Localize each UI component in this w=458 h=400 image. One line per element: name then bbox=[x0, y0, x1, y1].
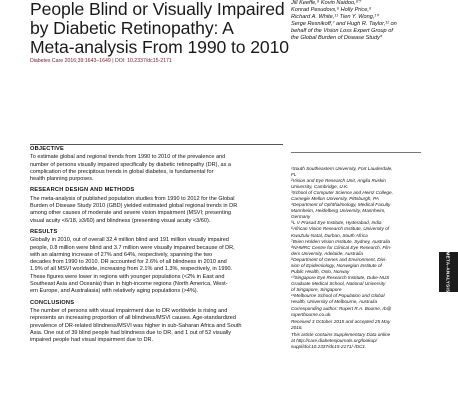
methods-heading: RESEARCH DESIGN AND METHODS bbox=[30, 187, 135, 194]
affiliation-line: Carnegie Mellon University, Pittsburgh, PA bbox=[291, 196, 379, 202]
affiliation-line: ⁵L V Prasad Eye Institute, Hyderabad, India bbox=[291, 220, 382, 226]
text-line: ern Europe, and Australasia) with relatively aging populations (>4%). bbox=[30, 288, 199, 295]
received-date-line: Received 3 October 2015 and accepted 25 May bbox=[291, 319, 391, 325]
affiliation-line: FL bbox=[291, 172, 297, 178]
author-line: the Global Burden of Disease Study* bbox=[291, 35, 383, 42]
page-margin bbox=[431, 0, 458, 400]
text-line: prevalence of DR-related blindness/MSVI was higher in sub-Saharan Africa and South bbox=[30, 322, 242, 329]
text-line: These figures were lower in regions with younger populations (<2% in East and bbox=[30, 273, 225, 280]
affiliation-line: ⁷Brien Holden Vision Institute, Sydney, Australia bbox=[291, 238, 391, 244]
affiliation-line: ⁶African Vision Research Institute, University of bbox=[291, 226, 389, 232]
supplementary-line[interactable]: at http://care.diabetesjournals.org/lookup/ bbox=[291, 338, 377, 344]
affiliation-line: Germany bbox=[291, 214, 311, 220]
section-tab-label-wrap bbox=[441, 250, 455, 294]
section-divider bbox=[30, 144, 283, 145]
methods-text bbox=[30, 196, 285, 225]
article-title bbox=[30, 0, 292, 56]
objective-heading: OBJECTIVE bbox=[30, 146, 65, 152]
affiliation-line: Health, University of Melbourne, Australia bbox=[291, 299, 378, 305]
author-list bbox=[291, 0, 421, 43]
affiliation-line: ²Vision and Eye Research Unit, Anglia Ruskin bbox=[291, 178, 386, 184]
text-line: impaired people had visual impairment due to DR. bbox=[30, 337, 154, 344]
author-line: Serge Resnikoff,⁷ and Hugh R. Taylor,¹² on bbox=[291, 21, 397, 28]
affiliation-line: ¹South Southeastern University, Fort Lauderdale, bbox=[291, 166, 393, 171]
conclusions-heading: CONCLUSIONS bbox=[30, 299, 75, 306]
section-tab-label: META-ANALYSIS bbox=[445, 251, 451, 293]
affiliation-line: Mannheim, Heidelberg University, Mannheim, bbox=[291, 208, 386, 214]
conclusions-text bbox=[30, 308, 285, 344]
text-line: health planning purposes. bbox=[30, 176, 94, 183]
text-line: decades from 1990 to 2010. DR accounted for 2.6% of all blindness in 2010 and bbox=[30, 259, 227, 266]
author-line: Jill Keeffe,⁹ Kovin Naidoo,⁶ʼ⁷ bbox=[291, 0, 362, 6]
text-line: people, 0.8 million were blind and 3.7 million were visually impaired because of DR, bbox=[30, 244, 235, 251]
text-line: The meta-analysis of published population studies from 1990 to 2012 for the Global bbox=[30, 195, 235, 202]
title-line: Meta-analysis From 1990 to 2010 bbox=[30, 36, 289, 57]
title-line: People Blind or Visually Impaired bbox=[30, 0, 285, 19]
affiliation-line: of Singapore, Singapore bbox=[291, 286, 342, 292]
affiliation-line: Graduate Medical School, National University bbox=[291, 280, 386, 286]
affiliation-line: Public Health, Oslo, Norway bbox=[291, 268, 350, 274]
text-line: Burden of Disease Study 2010 (GBD) yielded estimated global regional trends in DR bbox=[30, 203, 238, 210]
text-line: To estimate global and regional trends from 1990 to 2010 of the prevalence and bbox=[30, 154, 226, 161]
text-line: visual acuity <6/18, ≥3/60) and blindness (presenting visual acuity <3/60). bbox=[30, 217, 211, 224]
affiliation-line: KwaZulu-Natal, Durban, South Africa bbox=[291, 232, 368, 238]
text-line: complication of the precipitous trends in global diabetes, is fundamental for bbox=[30, 168, 214, 175]
text-line: represents an increasing proportion of all blindness/MSVI causes. Age-standardized bbox=[30, 315, 236, 322]
received-date-line: 2016. bbox=[291, 325, 303, 331]
affiliation-line: ¹⁰Singapore Eye Research Institute, Duke-NUS bbox=[291, 274, 390, 280]
supplementary-line[interactable]: suppl/doi:10.2337/dc15-2171/-/DC1. bbox=[291, 344, 367, 350]
citation-line[interactable]: Diabetes Care 2016;39:1643–1649 | DOI: 10.2337/dc15-2171 bbox=[30, 58, 172, 64]
results-heading: RESULTS bbox=[30, 228, 58, 235]
affiliation-line: ⁴Department of Ophthalmology, Medical Faculty bbox=[291, 202, 391, 208]
text-line: The number of persons with visual impairment due to DR worldwide is rising and bbox=[30, 307, 228, 314]
affiliation-line: ¹¹Melbourne School of Population and Global bbox=[291, 292, 385, 298]
corresponding-author-line[interactable]: rupertbourne.co.uk. bbox=[291, 312, 332, 318]
abstract bbox=[30, 146, 285, 344]
text-line: Southeast Asia and Oceania) than in high-income regions (North America, West- bbox=[30, 281, 228, 288]
objective-text bbox=[30, 154, 285, 183]
affiliation-line: ⁸NHMRC Centre for Clinical Eye Research, Flin- bbox=[291, 244, 392, 250]
title-line: by Diabetic Retinopathy: A bbox=[30, 17, 234, 38]
supplementary-line: This article contains Supplementary Data online bbox=[291, 332, 391, 338]
author-line: Konrad Pesudovs,⁶ Holly Price,⁶ bbox=[291, 7, 372, 14]
affiliation-line: ders University, Adelaide, Australia bbox=[291, 250, 363, 256]
corresponding-author-line: Corresponding author: Rupert R.A. Bourne, rb@ bbox=[291, 306, 392, 312]
text-line: with an alarming increase of 27% and 64%, respectively, spanning the two bbox=[30, 251, 213, 258]
author-line: Richard A. White,¹¹ Tien Y. Wong,¹⁰ bbox=[291, 14, 379, 21]
affiliation-line: University, Cambridge, U.K. bbox=[291, 184, 349, 190]
text-line: number of persons visually impaired specifically by diabetic retinopathy (DR), as a bbox=[30, 161, 232, 168]
results-text bbox=[30, 237, 285, 295]
affiliation-line: sion of Epidemiology, Norwegian Institute of bbox=[291, 262, 382, 268]
text-line: Asia. One out of 39 blind people had blindness due to DR, and 1 out of 52 visually bbox=[30, 329, 232, 336]
sidebar-divider bbox=[291, 152, 421, 153]
affiliations bbox=[291, 166, 421, 350]
author-line: behalf of the Vision Loss Expert Group of bbox=[291, 28, 393, 35]
text-line: Globally in 2010, out of overall 32.4 million blind and 191 million visually impaired bbox=[30, 237, 229, 244]
text-line: 1.9% of all MSVI worldwide, increasing from 2.1% and 1.3%, respectively, in 1990. bbox=[30, 266, 233, 273]
affiliation-line: ⁹Department of Genes and Environment, Divi- bbox=[291, 256, 387, 262]
text-line: among other causes of moderate and severe vision impairment (MSVI; presenting bbox=[30, 210, 232, 217]
affiliation-line: ³School of Computer Science and Heinz College, bbox=[291, 190, 393, 196]
